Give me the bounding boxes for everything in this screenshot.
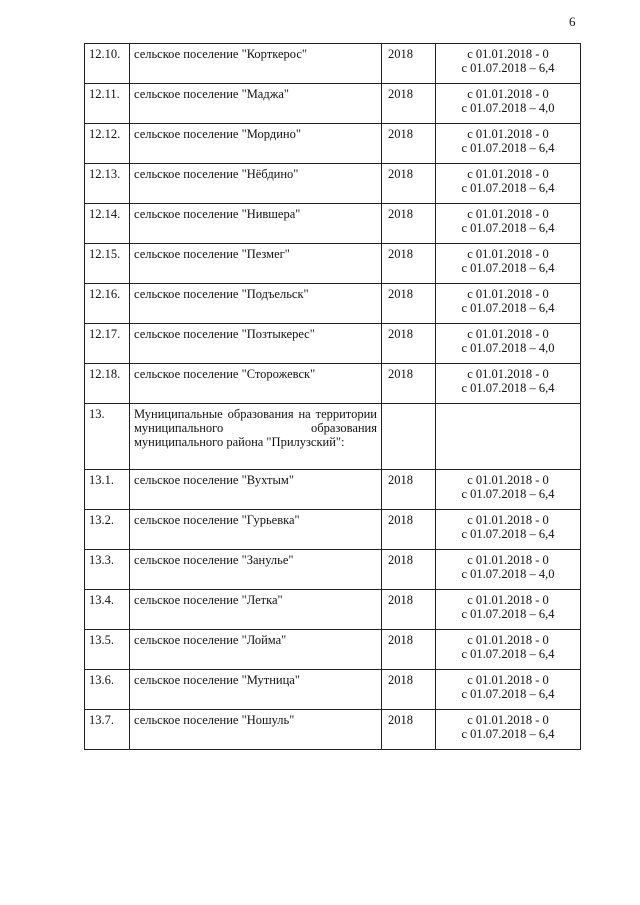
settlement-name: сельское поселение "Нившера": [130, 204, 382, 244]
rate-line-1: с 01.01.2018 - 0: [467, 87, 549, 101]
rate-cell: [436, 324, 581, 364]
table-row: [85, 84, 581, 124]
year-cell: 2018: [382, 470, 436, 510]
rate-line-2: с 01.07.2018 – 6,4: [461, 727, 555, 741]
row-number: 13.5.: [85, 630, 130, 670]
row-number: 12.14.: [85, 204, 130, 244]
rate-line-2: с 01.07.2018 – 6,4: [461, 647, 555, 661]
rate-cell: [436, 204, 581, 244]
rate-cell: [436, 364, 581, 404]
rate-line-2: с 01.07.2018 – 6,4: [461, 687, 555, 701]
table-row: [85, 590, 581, 630]
table-row: [85, 670, 581, 710]
rate-cell: [436, 284, 581, 324]
table-row: [85, 550, 581, 590]
settlement-name: сельское поселение "Летка": [130, 590, 382, 630]
year-cell: 2018: [382, 710, 436, 750]
settlement-name: сельское поселение "Занулье": [130, 550, 382, 590]
rate-line-1: с 01.01.2018 - 0: [467, 167, 549, 181]
table-row: [85, 44, 581, 84]
settlements-table: [84, 43, 581, 750]
rate-line-2: с 01.07.2018 – 6,4: [461, 141, 555, 155]
table-row: [85, 164, 581, 204]
settlement-name: сельское поселение "Вухтым": [130, 470, 382, 510]
year-cell: 2018: [382, 284, 436, 324]
settlement-name: сельское поселение "Мордино": [130, 124, 382, 164]
row-number: 13.7.: [85, 710, 130, 750]
row-number: 12.16.: [85, 284, 130, 324]
row-number: 12.13.: [85, 164, 130, 204]
rate-cell: [436, 84, 581, 124]
row-number: 12.17.: [85, 324, 130, 364]
table-row: [85, 284, 581, 324]
rate-line-1: с 01.01.2018 - 0: [467, 473, 549, 487]
rate-line-1: с 01.01.2018 - 0: [467, 713, 549, 727]
rate-cell: [436, 244, 581, 284]
rate-line-1: с 01.01.2018 - 0: [467, 367, 549, 381]
page-number: 6: [569, 14, 576, 29]
rate-line-1: с 01.01.2018 - 0: [467, 593, 549, 607]
table-row: [85, 510, 581, 550]
table-row: [85, 244, 581, 284]
rate-cell: [436, 670, 581, 710]
row-number: 13.: [85, 404, 130, 470]
row-number: 12.10.: [85, 44, 130, 84]
rate-cell: [436, 164, 581, 204]
year-cell: 2018: [382, 164, 436, 204]
rate-cell: [436, 630, 581, 670]
rate-line-2: с 01.07.2018 – 6,4: [461, 61, 555, 75]
rate-line-1: с 01.01.2018 - 0: [467, 513, 549, 527]
rate-line-2: с 01.07.2018 – 4,0: [461, 567, 555, 581]
group-heading: Муниципальные образования на территории муниципального образования муниципального района "Прилузский":: [130, 404, 382, 470]
table-row: [85, 630, 581, 670]
year-cell: 2018: [382, 324, 436, 364]
rate-line-1: с 01.01.2018 - 0: [467, 633, 549, 647]
rate-cell: [436, 590, 581, 630]
settlement-name: сельское поселение "Позтыкерес": [130, 324, 382, 364]
rate-line-1: с 01.01.2018 - 0: [467, 553, 549, 567]
rate-line-1: с 01.01.2018 - 0: [467, 287, 549, 301]
row-number: 13.4.: [85, 590, 130, 630]
rate-cell: [436, 44, 581, 84]
rate-line-2: с 01.07.2018 – 4,0: [461, 341, 555, 355]
year-cell: 2018: [382, 124, 436, 164]
year-cell: 2018: [382, 590, 436, 630]
table-row: [85, 204, 581, 244]
year-cell: [382, 404, 436, 470]
rate-line-2: с 01.07.2018 – 6,4: [461, 181, 555, 195]
row-number: 12.12.: [85, 124, 130, 164]
rate-line-2: с 01.07.2018 – 6,4: [461, 527, 555, 541]
settlement-name: сельское поселение "Сторожевск": [130, 364, 382, 404]
settlement-name: сельское поселение "Лойма": [130, 630, 382, 670]
rate-cell: [436, 404, 581, 470]
table-row: [85, 364, 581, 404]
settlement-name: сельское поселение "Пезмег": [130, 244, 382, 284]
rate-line-2: с 01.07.2018 – 6,4: [461, 261, 555, 275]
rate-line-1: с 01.01.2018 - 0: [467, 247, 549, 261]
settlement-name: сельское поселение "Подъельск": [130, 284, 382, 324]
rate-line-2: с 01.07.2018 – 6,4: [461, 607, 555, 621]
rate-line-1: с 01.01.2018 - 0: [467, 207, 549, 221]
year-cell: 2018: [382, 84, 436, 124]
settlement-name: сельское поселение "Нёбдино": [130, 164, 382, 204]
year-cell: 2018: [382, 510, 436, 550]
rate-line-2: с 01.07.2018 – 6,4: [461, 381, 555, 395]
table-row: [85, 124, 581, 164]
rate-cell: [436, 510, 581, 550]
rate-line-2: с 01.07.2018 – 6,4: [461, 221, 555, 235]
year-cell: 2018: [382, 364, 436, 404]
row-number: 12.11.: [85, 84, 130, 124]
year-cell: 2018: [382, 550, 436, 590]
table-row: [85, 324, 581, 364]
settlement-name: сельское поселение "Корткерос": [130, 44, 382, 84]
rate-cell: [436, 124, 581, 164]
rate-line-1: с 01.01.2018 - 0: [467, 327, 549, 341]
rate-line-2: с 01.07.2018 – 6,4: [461, 301, 555, 315]
rate-cell: [436, 470, 581, 510]
settlement-name: сельское поселение "Маджа": [130, 84, 382, 124]
settlement-name: сельское поселение "Гурьевка": [130, 510, 382, 550]
rate-line-1: с 01.01.2018 - 0: [467, 47, 549, 61]
table-row: [85, 470, 581, 510]
table-group-row: [85, 404, 581, 470]
row-number: 12.18.: [85, 364, 130, 404]
row-number: 13.2.: [85, 510, 130, 550]
year-cell: 2018: [382, 204, 436, 244]
rate-cell: [436, 710, 581, 750]
rate-line-1: с 01.01.2018 - 0: [467, 127, 549, 141]
rate-line-1: с 01.01.2018 - 0: [467, 673, 549, 687]
rate-line-2: с 01.07.2018 – 6,4: [461, 487, 555, 501]
row-number: 13.6.: [85, 670, 130, 710]
year-cell: 2018: [382, 670, 436, 710]
rate-line-2: с 01.07.2018 – 4,0: [461, 101, 555, 115]
year-cell: 2018: [382, 244, 436, 284]
row-number: 12.15.: [85, 244, 130, 284]
row-number: 13.3.: [85, 550, 130, 590]
settlement-name: сельское поселение "Мутница": [130, 670, 382, 710]
table-row: [85, 710, 581, 750]
year-cell: 2018: [382, 44, 436, 84]
settlement-name: сельское поселение "Ношуль": [130, 710, 382, 750]
rate-cell: [436, 550, 581, 590]
year-cell: 2018: [382, 630, 436, 670]
row-number: 13.1.: [85, 470, 130, 510]
